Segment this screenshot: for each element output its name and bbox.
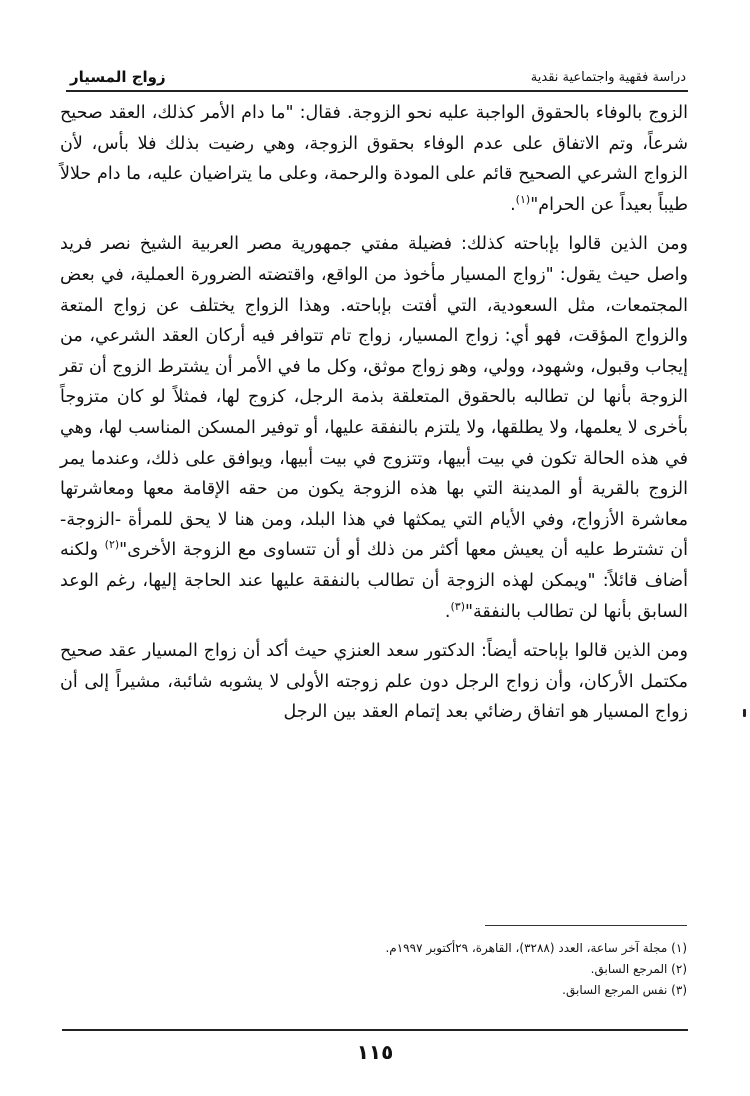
footnote-ref-2: (٢) xyxy=(104,538,120,552)
header-rule xyxy=(66,90,688,92)
header-subtitle: دراسة فقهية واجتماعية نقدية xyxy=(530,70,686,85)
footnote-2: (٢) المرجع السابق. xyxy=(590,962,687,976)
paragraph-2-text-b: ولكنه أضاف قائلاً: "ويمكن لهذه الزوجة أن تطالب بالنفقة عليها عند الحاجة إليها، رغم الوعد السابق بأنها لن تطالب بالنفقة" xyxy=(60,540,688,622)
header-book-title: زواج المسيار xyxy=(70,68,166,86)
scan-edge-mark xyxy=(743,709,746,717)
footnote-separator xyxy=(485,925,687,926)
footer-rule xyxy=(62,1029,688,1031)
footnote-ref-3: (٣) xyxy=(450,599,465,613)
paragraph-2-text-a: ومن الذين قالوا بإباحته كذلك: فضيلة مفتي جمهورية مصر العربية الشيخ نصر فريد واصل حيث يقول: "زواج المسيار مأخوذ من الواقع، واقتضته الضرورة العملية، في بعض المجتمعات، مثل السعودية، التي أفتت بإباحته. وهذا الزواج يختلف عن زواج المتعة والزواج المؤقت، فهو أي: زواج المسيار، زواج تام تتوافر فيه أركان العقد الشرعي، من إيجاب وقبول، وشهود، وولي، وهو زواج موثق، وكل ما في الأمر أن يشترط الزوج أن تقر الزوجة بأنها لن تطالبه بالحقوق المتعلقة بذمة الرجل، كزوج لها، فمثلاً لو كان متزوجاً بأخرى لا يعلمها، ولا يطلقها، ولا يلتزم بالنفقة عليها، أو توفير المسكن المناسب لها، وهي في هذه الحالة تكون في بيت أبيها، وتتزوج في بيت أبيها، ويوافق على ذلك، وعندما يمر الزوج بالقرية أو المدينة التي بها هذه الزوجة يكون من حقه الإقامة معها ومعاشرتها معاشرة الأزواج، وفي الأيام التي يمكثها في هذا البلد، ومن هنا لا يحق للمرأة -الزوجة- أن تشترط عليه أن يعيش معها أكثر من ذلك أو أن تتساوى مع الزوجة الأخرى" xyxy=(60,234,688,561)
paragraph-1-text: الزوج بالوفاء بالحقوق الواجبة عليه نحو الزوجة. فقال: "ما دام الأمر كذلك، العقد صحيح شرعاً، وتم الاتفاق على عدم الوفاء بحقوق الزوجة، وهي رضيت بذلك فلا بأس، لأن الزواج الشرعي الصحيح قائم على المودة والرحمة، وعلى ما يتراضيان عليه، ما دام حلالاً طيباً بعيداً عن الحرام" xyxy=(60,103,688,215)
main-text xyxy=(60,98,688,728)
paragraph-1-end: . xyxy=(510,194,516,215)
paragraph-3-text: ومن الذين قالوا بإباحته أيضاً: الدكتور سعد العنزي حيث أكد أن زواج المسيار عقد صحيح مكتمل الأركان، وأن زواج الرجل دون علم زوجته الأولى لا يشوبه شائبة، مشيراً إلى أن زواج المسيار هو اتفاق رضائي بعد إتمام العقد بين الرجل xyxy=(60,641,688,723)
paragraph-2-end: . xyxy=(444,601,451,622)
page-number: ١١٥ xyxy=(356,1040,394,1064)
paragraph-1 xyxy=(60,98,688,220)
running-header xyxy=(70,64,686,88)
paragraph-2 xyxy=(60,229,688,627)
footnote-ref-1: (١) xyxy=(515,192,531,206)
footnote-1: (١) مجلة آخر ساعة، العدد (٣٢٨٨)، القاهرة، ٢٩أكتوبر ١٩٩٧م. xyxy=(385,941,687,955)
footnote-3: (٣) نفس المرجع السابق. xyxy=(562,983,687,997)
footnotes xyxy=(300,938,687,1001)
paragraph-3 xyxy=(60,636,688,728)
